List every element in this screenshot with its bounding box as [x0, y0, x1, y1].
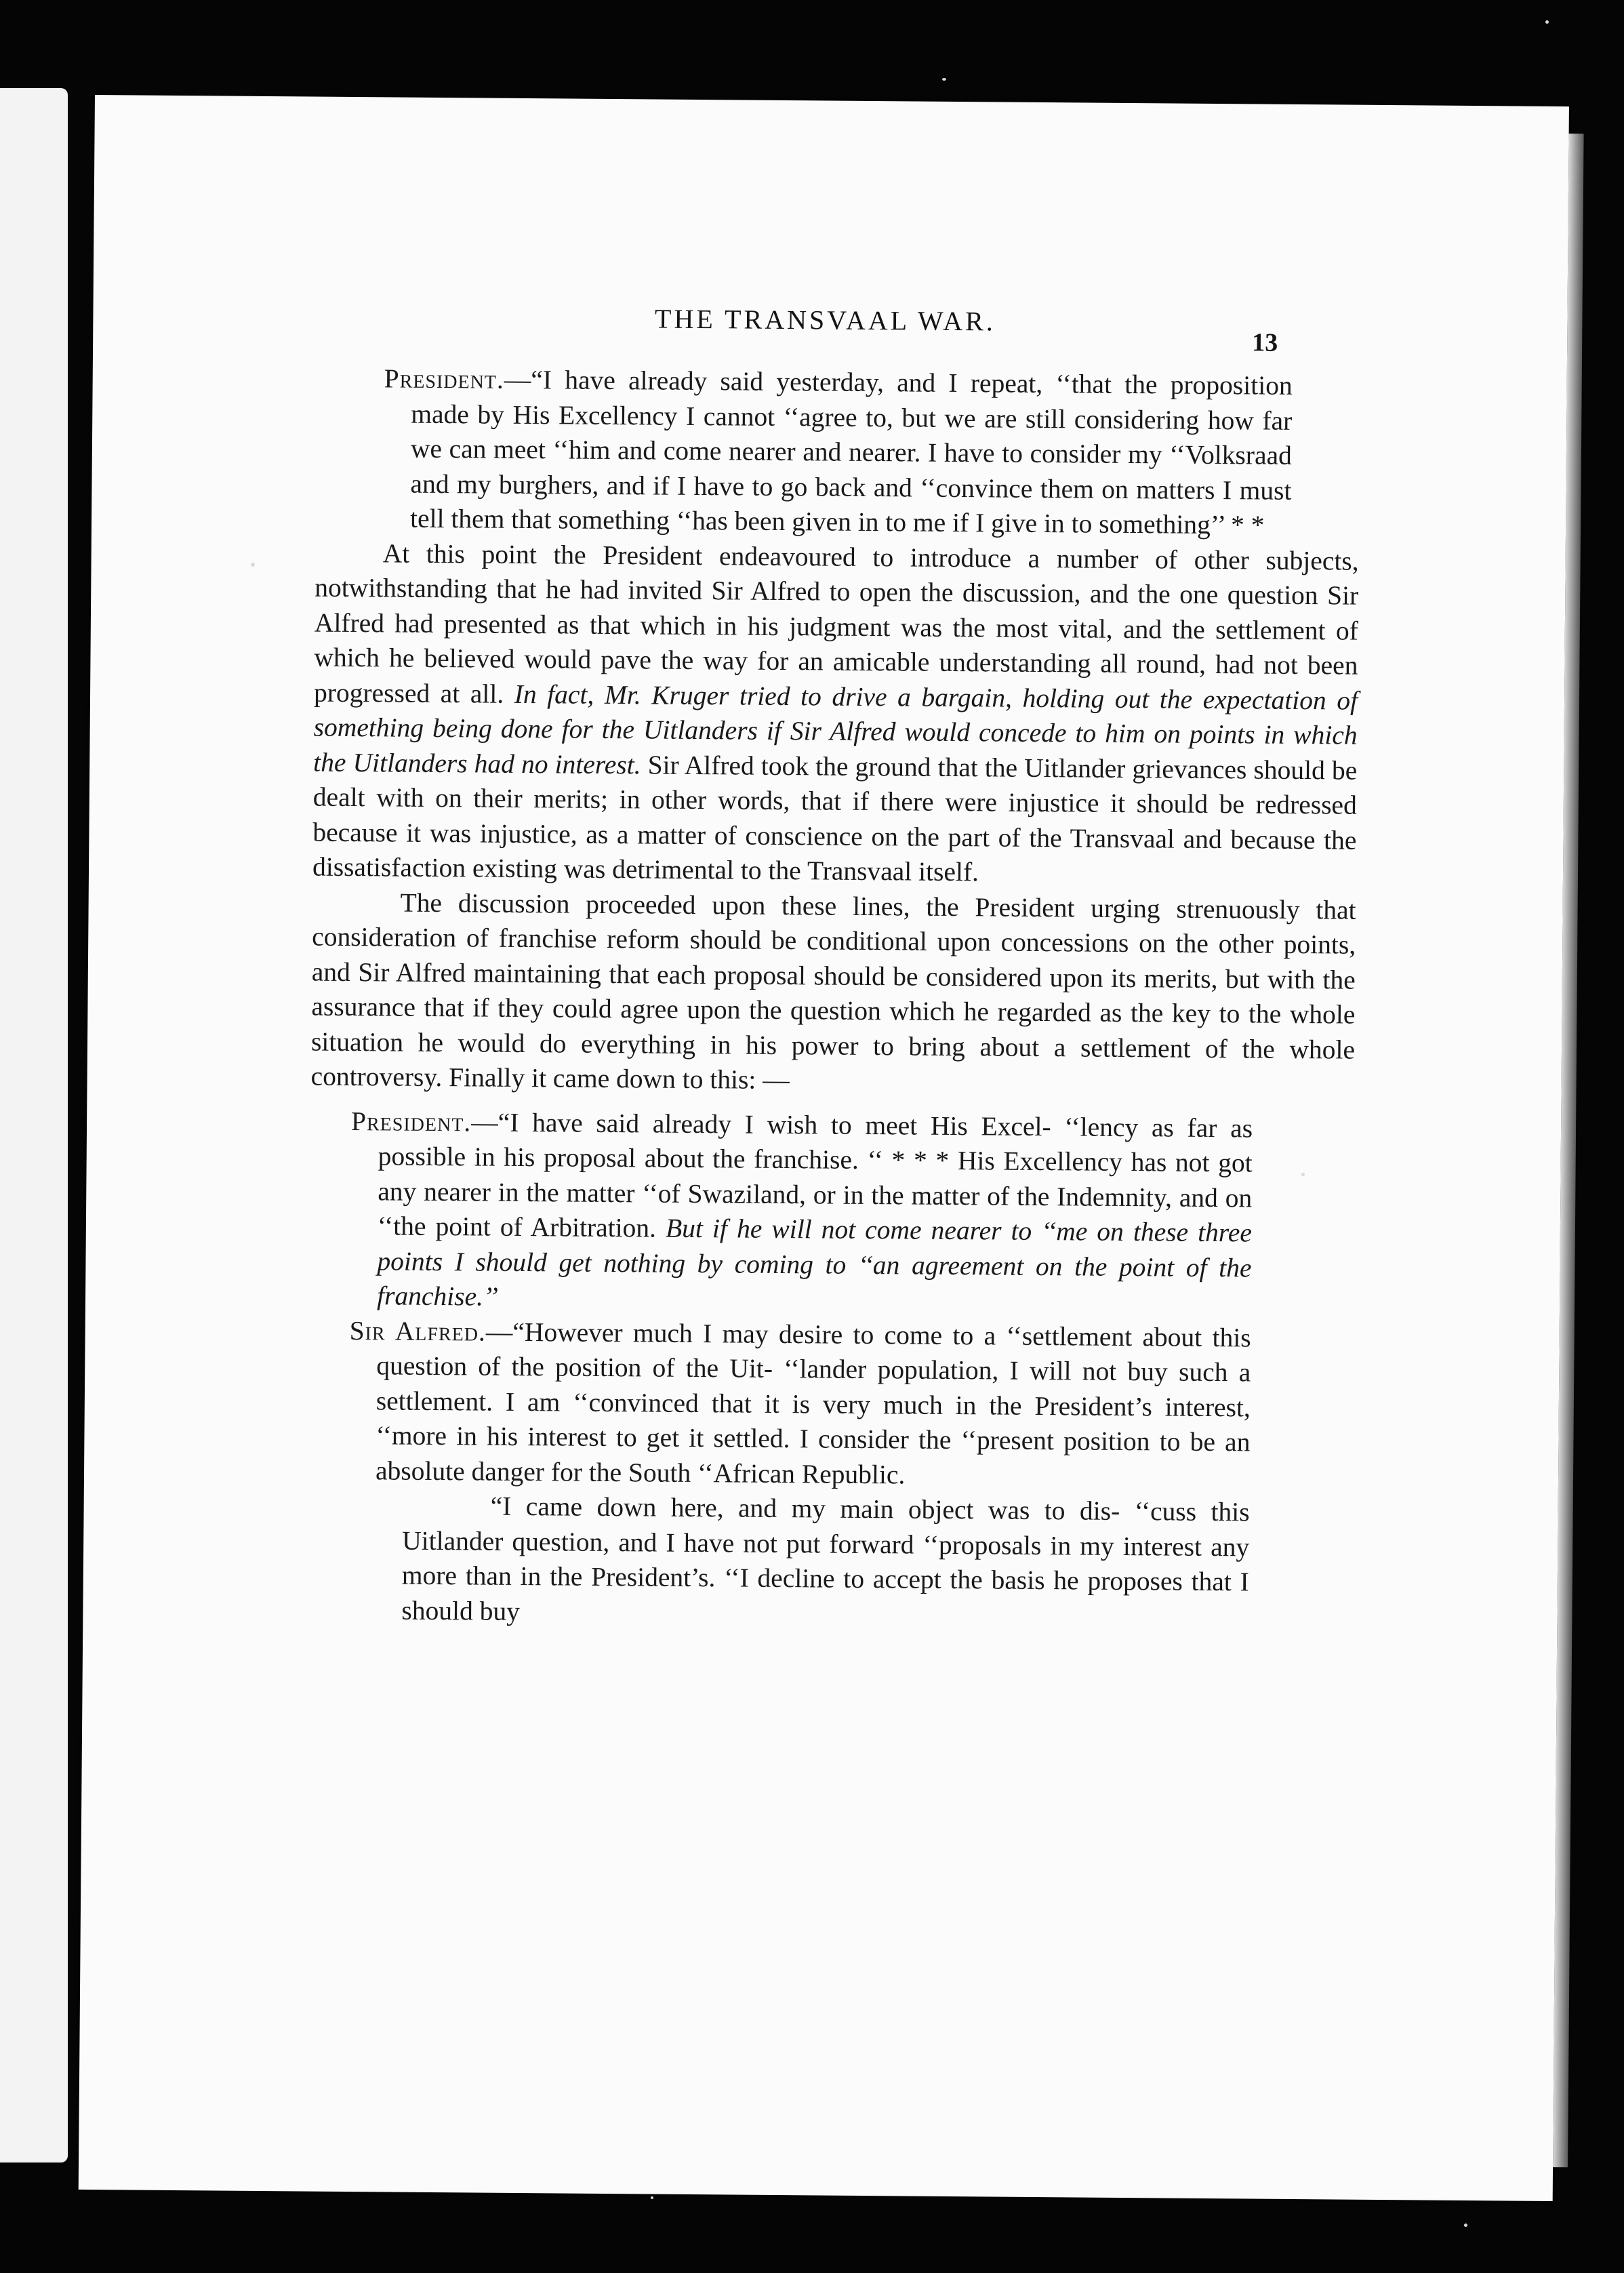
narrative-paragraph-2	[310, 885, 1356, 1102]
quote-text: —“I have already said yesterday, and I repeat, ‘‘that the proposition made by His Excellency I cannot ‘‘agree to, but we are still considering how far we can meet ‘‘him and come nearer and nearer. I have to consider my ‘‘Volksraad and my burghers, and if I have to go back and ‘‘convince them on matters I must tell them that something ‘‘has been given in to me if I give in to something’’ * *	[409, 364, 1293, 540]
quote-text: —“I have said already I wish to meet His Excel- ‘‘lency as far as possible in his proposal about the franchise. ‘‘ * * * His Excellency has not got any nearer in the matter ‘‘of Swaziland, or in the matter of the Indemnity, and on ‘‘the point of Arbitration.	[377, 1106, 1253, 1243]
scan-speck	[1464, 2224, 1467, 2227]
facing-page-edge	[0, 88, 68, 2163]
scan-speck	[942, 78, 946, 81]
scan-speck	[251, 563, 255, 567]
paragraph-text-continued: Sir Alfred took the ground that the Uitlander grievances should be dealt with on their merits; in other words, that if there were injustice it should be redressed because it was injustice, as a matter of conscience on the part of the Transvaal and because the dissatisfaction existing was detrimental to the Transvaal itself.	[312, 749, 1358, 887]
running-head: THE TRANSVAAL WAR.	[654, 303, 996, 337]
page-body	[306, 361, 1360, 1636]
speaker-label: Sir Alfred.	[349, 1315, 487, 1347]
speaker-label: President.	[350, 1106, 472, 1137]
quote-text: “I came down here, and my main object was to dis- ‘‘cuss this Uitlander question, and I have not put forward ‘‘proposals in my interest any more than in the President’s. ‘‘I decline to accept the basis he proposes that I should buy	[401, 1491, 1250, 1626]
quote-text: —“However much I may desire to come to a ‘‘settlement about this question of the position of the Uit- ‘‘lander population, I will not buy such a settlement. I am ‘‘convinced that it is very much in the President’s interest, ‘‘more in his interest to get it settled. I consider the ‘‘present position to be an absolute danger for the South ‘‘African Republic.	[375, 1316, 1251, 1489]
italic-emphasis: In fact, Mr. Kruger tried to drive a bargain, holding out the expectation of something being done for the Uitlanders if Sir Alfred would concede to him on points in which the Uitlanders had no interest.	[313, 679, 1358, 780]
quote-president-2	[309, 1104, 1354, 1321]
quote-president-1	[315, 361, 1360, 544]
speaker-label: President.	[384, 363, 505, 395]
italic-emphasis: But if he will not come nearer to ‘‘me on these three points I should get nothing by coming to ‘‘an agreement on the point of the franchise.’’	[376, 1213, 1253, 1312]
quote-sir-alfred	[308, 1313, 1353, 1496]
scan-speck	[651, 2196, 653, 2199]
paragraph-text: The discussion proceeded upon these lines, the President urging strenuously that consideration of franchise reform should be conditional upon concessions on the other points, and Sir Alfred maintaining that each proposal should be considered upon its merits, but with the assurance that if they could agree upon the question which he regarded as the key to the whole situation he would do everything in his power to bring about a settlement of the whole controversy. Finally it came down to this: —	[310, 887, 1356, 1095]
scan-speck	[1301, 1173, 1305, 1176]
quote-sir-alfred-continued	[306, 1488, 1352, 1636]
scan-speck	[1545, 20, 1549, 24]
paragraph-text: At this point the President endeavoured to introduce a number of other subjects, notwithstanding that he had invited Sir Alfred to open the discussion, and the one question Sir Alfred had presented as that which in his judgment was the most vital, and the settlement of which he believed would pave the way for an amicable understanding all round, had not been progressed at all.	[313, 538, 1359, 709]
narrative-paragraph-1	[312, 536, 1359, 893]
book-page	[79, 95, 1569, 2201]
page-number: 13	[1252, 328, 1278, 357]
